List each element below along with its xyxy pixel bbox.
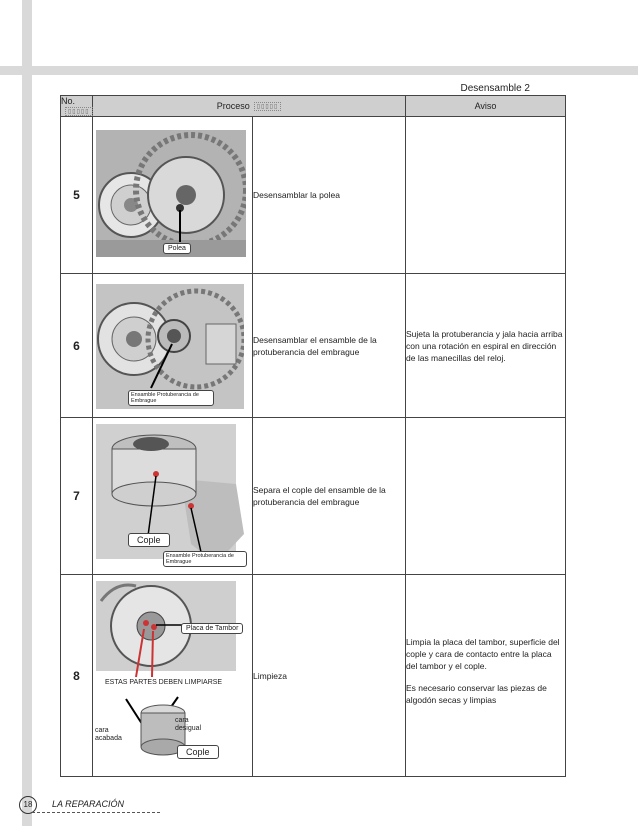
step-photo-cell [93,575,253,777]
header-no: No.▯▯▯▯▯ [61,96,93,117]
step-photo-cell [93,274,253,418]
table-header-row [61,96,566,117]
step-aviso-text: Sujeta la protuberancia y jala hacia arriba con una rotación en espiral en dirección de las manecillas del reloj. [406,274,566,418]
step-process-text: Desensamblar la polea [253,117,406,274]
label-clean-parts: ESTAS PARTES DEBEN LIMPIARSE [105,679,223,687]
disassembly-table [60,95,566,777]
top-decorative-bar [0,66,638,75]
step-number: 8 [61,575,93,777]
label-polea: Polea [163,243,191,254]
step-aviso-text [406,418,566,575]
step-photo-cell [93,418,253,575]
table-row [61,274,566,418]
step-number: 7 [61,418,93,575]
section-title: Desensamble 2 [460,83,530,94]
page-number: 18 [19,796,37,814]
table-row [61,418,566,575]
step-number: 6 [61,274,93,418]
step-aviso-note: Es necesario conservar las piezas de algodón secas y limpias [406,682,547,705]
table-row [61,575,566,777]
table-row [61,117,566,274]
label-clutch-boss: Ensamble Protuberancia de Embrague [163,551,247,567]
pulley-photo [96,130,246,257]
coupling-photo [96,424,244,564]
step-photo-cell [93,117,253,274]
step-aviso-cell [406,575,566,777]
step-process-text: Separa el cople del ensamble de la protuberancia del embrague [253,418,406,575]
header-aviso: Aviso [406,96,566,117]
step-number: 5 [61,117,93,274]
label-cople: Cople [177,745,219,759]
step-process-text: Limpieza [253,575,406,777]
footer-divider [32,812,160,813]
step-aviso-text [406,117,566,274]
header-proceso: Proceso ▯▯▯▯▯ [93,96,406,117]
label-placa-tambor: Placa de Tambor [181,623,243,634]
label-cara-acabada: cara acabada [95,727,122,743]
left-decorative-bar [22,0,32,826]
step-aviso-text: Limpia la placa del tambor, superficie del cople y cara de contacto entre la placa del tambor y el cople. [406,636,560,671]
label-cara-desigual: cara desigual [175,717,202,733]
label-clutch-boss: Ensamble Protuberancia de Embrague [128,390,214,406]
label-cople: Cople [128,533,170,547]
footer-title: LA REPARACIÓN [52,799,125,809]
step-process-text: Desensamblar el ensamble de la protuberancia del embrague [253,274,406,418]
